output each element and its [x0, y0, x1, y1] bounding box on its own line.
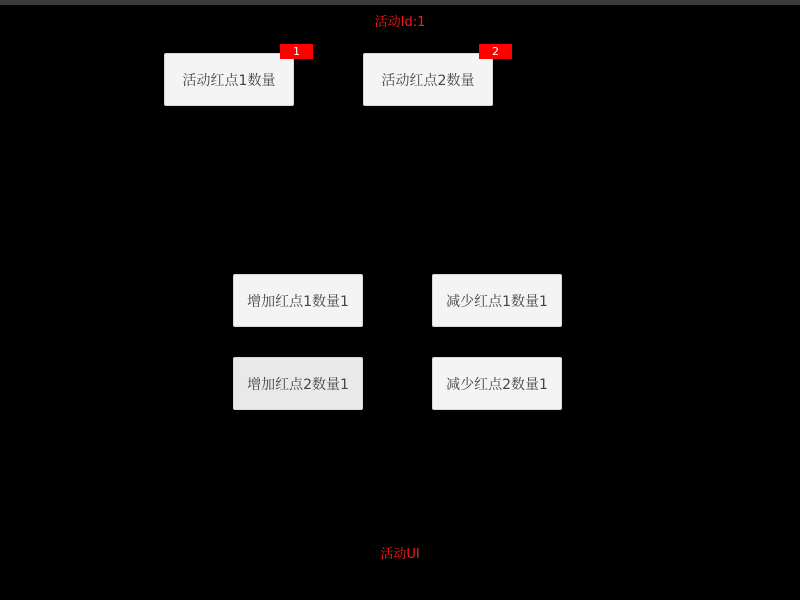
add-reddot-2-button[interactable]: [233, 357, 363, 410]
activity-reddot-2-button[interactable]: [363, 53, 493, 106]
activity-reddot-2-label: 活动红点2数量: [381, 72, 475, 89]
subtract-reddot-2-label: 减少红点2数量1: [446, 376, 548, 393]
activity-ui-label: 活动UI: [380, 547, 420, 562]
add-reddot-1-button[interactable]: [233, 274, 363, 327]
activity-reddot-1-label: 活动红点1数量: [182, 72, 276, 89]
top-bar: [0, 0, 800, 5]
add-reddot-2-label: 增加红点2数量1: [247, 376, 349, 393]
subtract-reddot-1-label: 减少红点1数量1: [446, 293, 548, 310]
activity-reddot-1-button[interactable]: [164, 53, 294, 106]
subtract-reddot-1-button[interactable]: [432, 274, 562, 327]
subtract-reddot-2-button[interactable]: [432, 357, 562, 410]
reddot-1-badge: 1: [280, 44, 313, 59]
add-reddot-1-label: 增加红点1数量1: [247, 293, 349, 310]
reddot-2-badge: 2: [479, 44, 512, 59]
activity-id-label: 活动Id:1: [374, 15, 426, 30]
